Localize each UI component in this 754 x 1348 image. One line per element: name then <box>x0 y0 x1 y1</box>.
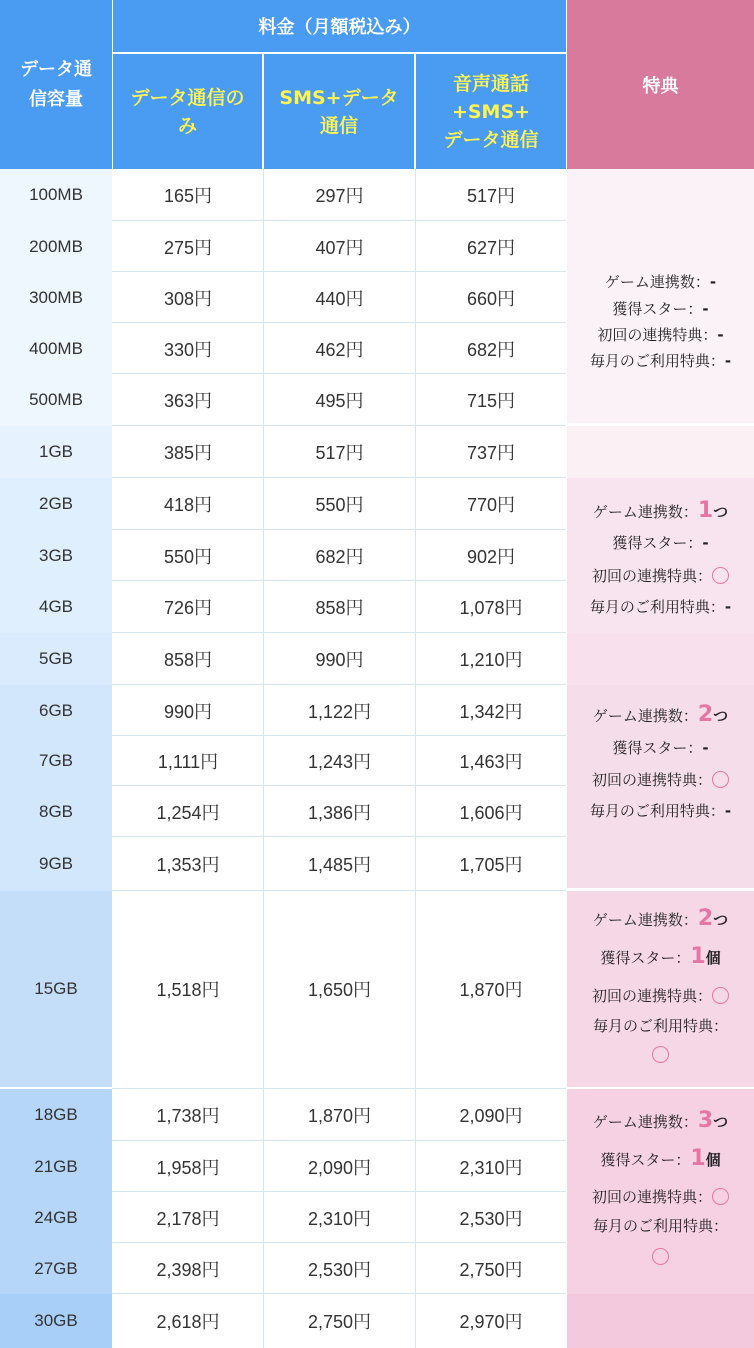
tier4-first <box>567 1186 754 1207</box>
price-cell-data-only: 726円 <box>113 581 263 633</box>
capacity-cell: 300MB <box>0 272 112 323</box>
price-cell-sms-data: 1,122円 <box>264 685 415 736</box>
column-divider <box>263 169 264 1348</box>
price-cell-voice-sms-data: 1,606円 <box>416 786 566 837</box>
row-divider <box>112 529 566 530</box>
price-cell-sms-data: 1,386円 <box>264 786 415 837</box>
monthly-value: - <box>724 352 732 370</box>
capacity-header-line1: データ通 <box>20 58 92 80</box>
capacity-cell: 400MB <box>0 323 112 374</box>
sms-data-header <box>264 54 414 169</box>
price-cell-sms-data: 2,750円 <box>264 1294 415 1348</box>
stars-unit: 個 <box>705 1151 721 1169</box>
circle-icon <box>712 987 729 1004</box>
price-cell-sms-data: 462円 <box>264 323 415 374</box>
price-cell-data-only: 1,254円 <box>113 786 263 837</box>
stars-label: 獲得スター： <box>612 300 703 318</box>
stars-value: - <box>702 534 709 552</box>
price-group-header <box>113 0 566 52</box>
tier1-monthly <box>567 596 754 617</box>
tier2-first <box>567 769 754 790</box>
monthly-value: - <box>724 598 732 616</box>
voice-header-line1: 音声通話 <box>452 72 529 95</box>
capacity-cell: 3GB <box>0 530 112 581</box>
capacity-cell: 1GB <box>0 426 112 478</box>
tier2-games <box>567 702 754 727</box>
row-divider <box>112 425 566 426</box>
price-cell-sms-data: 990円 <box>264 633 415 685</box>
tier4-monthly <box>567 1215 754 1236</box>
price-cell-sms-data: 2,090円 <box>264 1141 415 1192</box>
price-cell-data-only: 1,111円 <box>113 736 263 786</box>
monthly-label: 毎月のご利用特典： <box>592 1017 728 1035</box>
capacity-cell: 100MB <box>0 169 112 221</box>
price-cell-voice-sms-data: 1,342円 <box>416 685 566 736</box>
games-value: - <box>709 273 717 291</box>
monthly-label: 毎月のご利用特典： <box>589 352 725 370</box>
first-value: - <box>717 326 724 344</box>
price-cell-data-only: 363円 <box>113 374 263 426</box>
benefit-block-tier1-bottom <box>567 633 754 685</box>
price-group-label: 料金（月額税込み） <box>258 17 421 38</box>
row-divider <box>112 580 566 581</box>
price-cell-data-only: 858円 <box>113 633 263 685</box>
circle-icon <box>712 567 729 584</box>
price-cell-data-only: 1,738円 <box>113 1089 263 1141</box>
price-cell-data-only: 418円 <box>113 478 263 530</box>
row-divider <box>112 477 566 478</box>
capacity-cell: 24GB <box>0 1192 112 1243</box>
circle-icon <box>652 1046 669 1063</box>
games-label: ゲーム連携数： <box>592 503 698 521</box>
monthly-value: - <box>724 802 732 820</box>
stars-label: 獲得スター： <box>600 1151 691 1169</box>
price-cell-data-only: 2,398円 <box>113 1243 263 1294</box>
capacity-cell: 21GB <box>0 1141 112 1192</box>
games-unit: つ <box>713 1113 729 1131</box>
price-cell-voice-sms-data: 770円 <box>416 478 566 530</box>
voice-header-line3: データ通信 <box>443 128 539 151</box>
price-cell-data-only: 385円 <box>113 426 263 478</box>
price-cell-data-only: 2,618円 <box>113 1294 263 1348</box>
games-label: ゲーム連携数： <box>592 911 698 929</box>
capacity-cell: 18GB <box>0 1089 112 1141</box>
tier3-monthly-value <box>567 1046 754 1064</box>
price-cell-sms-data: 1,243円 <box>264 736 415 786</box>
stars-unit: 個 <box>705 949 721 967</box>
benefit-block-tier4-bottom <box>567 1294 754 1348</box>
price-cell-sms-data: 858円 <box>264 581 415 633</box>
price-cell-data-only: 165円 <box>113 169 263 221</box>
price-cell-data-only: 2,178円 <box>113 1192 263 1243</box>
capacity-cell: 27GB <box>0 1243 112 1294</box>
price-cell-data-only: 550円 <box>113 530 263 581</box>
row-divider <box>112 1191 566 1192</box>
price-cell-voice-sms-data: 1,463円 <box>416 736 566 786</box>
tier1-games <box>567 498 754 523</box>
price-cell-data-only: 275円 <box>113 221 263 272</box>
monthly-label: 毎月のご利用特典： <box>589 802 725 820</box>
tier0-first <box>567 324 754 345</box>
price-cell-voice-sms-data: 737円 <box>416 426 566 478</box>
price-cell-voice-sms-data: 2,090円 <box>416 1089 566 1141</box>
price-cell-data-only: 1,958円 <box>113 1141 263 1192</box>
monthly-label: 毎月のご利用特典： <box>589 598 725 616</box>
row-divider <box>112 1140 566 1141</box>
tier3-monthly <box>567 1015 754 1036</box>
price-cell-sms-data: 1,485円 <box>264 837 415 891</box>
voice-header-line2: +SMS+ <box>451 100 531 123</box>
capacity-header-line2: 信容量 <box>29 88 83 110</box>
stars-value: 1 <box>690 1146 706 1171</box>
games-value: 2 <box>697 906 714 931</box>
benefit-header <box>567 0 754 169</box>
row-divider <box>112 735 566 736</box>
stars-label: 獲得スター： <box>600 949 691 967</box>
monthly-label: 毎月のご利用特典： <box>592 1217 728 1235</box>
row-divider <box>112 1088 566 1089</box>
price-cell-sms-data: 2,530円 <box>264 1243 415 1294</box>
price-cell-sms-data: 440円 <box>264 272 415 323</box>
tier0-stars <box>567 298 754 319</box>
price-cell-voice-sms-data: 1,210円 <box>416 633 566 685</box>
price-cell-voice-sms-data: 627円 <box>416 221 566 272</box>
capacity-cell: 500MB <box>0 374 112 426</box>
row-divider <box>112 1293 566 1294</box>
row-divider <box>112 373 566 374</box>
first-label: 初回の連携特典： <box>591 1188 712 1206</box>
price-cell-sms-data: 407円 <box>264 221 415 272</box>
capacity-cell: 200MB <box>0 221 112 272</box>
tier3-stars <box>567 944 754 969</box>
data-only-header-line1: データ通信の <box>130 86 245 109</box>
price-cell-voice-sms-data: 1,870円 <box>416 891 566 1087</box>
row-divider <box>112 890 566 891</box>
games-value: 2 <box>697 702 714 727</box>
circle-icon <box>712 771 729 788</box>
data-only-header <box>113 54 262 169</box>
tier3-first <box>567 985 754 1006</box>
circle-icon <box>712 1188 729 1205</box>
price-cell-sms-data: 682円 <box>264 530 415 581</box>
stars-label: 獲得スター： <box>612 739 703 757</box>
tier3-games <box>567 906 754 931</box>
tier4-games <box>567 1108 754 1133</box>
price-cell-voice-sms-data: 2,530円 <box>416 1192 566 1243</box>
games-label: ゲーム連携数： <box>604 273 710 291</box>
capacity-cell: 4GB <box>0 581 112 633</box>
tier0-monthly <box>567 350 754 371</box>
first-label: 初回の連携特典： <box>591 987 712 1005</box>
games-value: 1 <box>697 498 714 523</box>
price-cell-sms-data: 495円 <box>264 374 415 426</box>
stars-value: - <box>702 739 709 757</box>
price-cell-data-only: 1,518円 <box>113 891 263 1087</box>
stars-label: 獲得スター： <box>612 534 703 552</box>
price-cell-sms-data: 550円 <box>264 478 415 530</box>
games-value: 3 <box>697 1108 714 1133</box>
capacity-cell: 6GB <box>0 685 112 736</box>
tier2-stars <box>567 737 754 758</box>
benefit-block-tier1-top <box>567 426 754 478</box>
column-divider <box>415 169 416 1348</box>
capacity-cell: 30GB <box>0 1294 112 1348</box>
first-label: 初回の連携特典： <box>597 326 718 344</box>
benefit-block-tier0 <box>567 169 754 423</box>
price-cell-sms-data: 2,310円 <box>264 1192 415 1243</box>
price-cell-voice-sms-data: 2,750円 <box>416 1243 566 1294</box>
capacity-cell: 7GB <box>0 736 112 786</box>
first-label: 初回の連携特典： <box>591 567 712 585</box>
tier1-first <box>567 565 754 586</box>
data-only-header-line2: み <box>177 114 197 137</box>
price-cell-sms-data: 517円 <box>264 426 415 478</box>
first-label: 初回の連携特典： <box>591 771 712 789</box>
price-cell-data-only: 308円 <box>113 272 263 323</box>
price-cell-voice-sms-data: 2,310円 <box>416 1141 566 1192</box>
price-cell-voice-sms-data: 660円 <box>416 272 566 323</box>
tier1-stars <box>567 532 754 553</box>
row-divider <box>112 836 566 837</box>
games-label: ゲーム連携数： <box>592 1113 698 1131</box>
voice-sms-data-header <box>416 54 566 169</box>
tier4-monthly-value <box>567 1248 754 1266</box>
sms-data-header-line1: SMS+データ <box>279 86 399 109</box>
price-cell-sms-data: 297円 <box>264 169 415 221</box>
price-cell-voice-sms-data: 517円 <box>416 169 566 221</box>
price-cell-data-only: 1,353円 <box>113 837 263 891</box>
capacity-cell: 2GB <box>0 478 112 530</box>
games-label: ゲーム連携数： <box>592 707 698 725</box>
tier2-monthly <box>567 800 754 821</box>
capacity-header <box>0 0 112 169</box>
row-divider <box>112 632 566 633</box>
price-cell-voice-sms-data: 715円 <box>416 374 566 426</box>
price-cell-voice-sms-data: 682円 <box>416 323 566 374</box>
capacity-cell: 5GB <box>0 633 112 685</box>
sms-data-header-line2: 通信 <box>319 114 358 137</box>
price-cell-voice-sms-data: 902円 <box>416 530 566 581</box>
stars-value: 1 <box>690 944 706 969</box>
price-cell-data-only: 990円 <box>113 685 263 736</box>
price-cell-sms-data: 1,650円 <box>264 891 415 1087</box>
benefit-header-label: 特典 <box>642 75 679 97</box>
games-unit: つ <box>713 503 729 521</box>
capacity-cell: 9GB <box>0 837 112 891</box>
row-divider <box>112 1242 566 1243</box>
row-divider <box>112 322 566 323</box>
capacity-cell: 15GB <box>0 891 112 1087</box>
row-divider <box>112 785 566 786</box>
price-cell-voice-sms-data: 1,705円 <box>416 837 566 891</box>
tier4-stars <box>567 1146 754 1171</box>
games-unit: つ <box>713 707 729 725</box>
price-cell-data-only: 330円 <box>113 323 263 374</box>
stars-value: - <box>702 300 709 318</box>
price-cell-voice-sms-data: 2,970円 <box>416 1294 566 1348</box>
circle-icon <box>652 1248 669 1265</box>
price-cell-sms-data: 1,870円 <box>264 1089 415 1141</box>
row-divider <box>112 271 566 272</box>
tier0-games <box>567 271 754 292</box>
row-divider <box>112 684 566 685</box>
games-unit: つ <box>713 911 729 929</box>
price-cell-voice-sms-data: 1,078円 <box>416 581 566 633</box>
row-divider <box>112 220 566 221</box>
capacity-cell: 8GB <box>0 786 112 837</box>
